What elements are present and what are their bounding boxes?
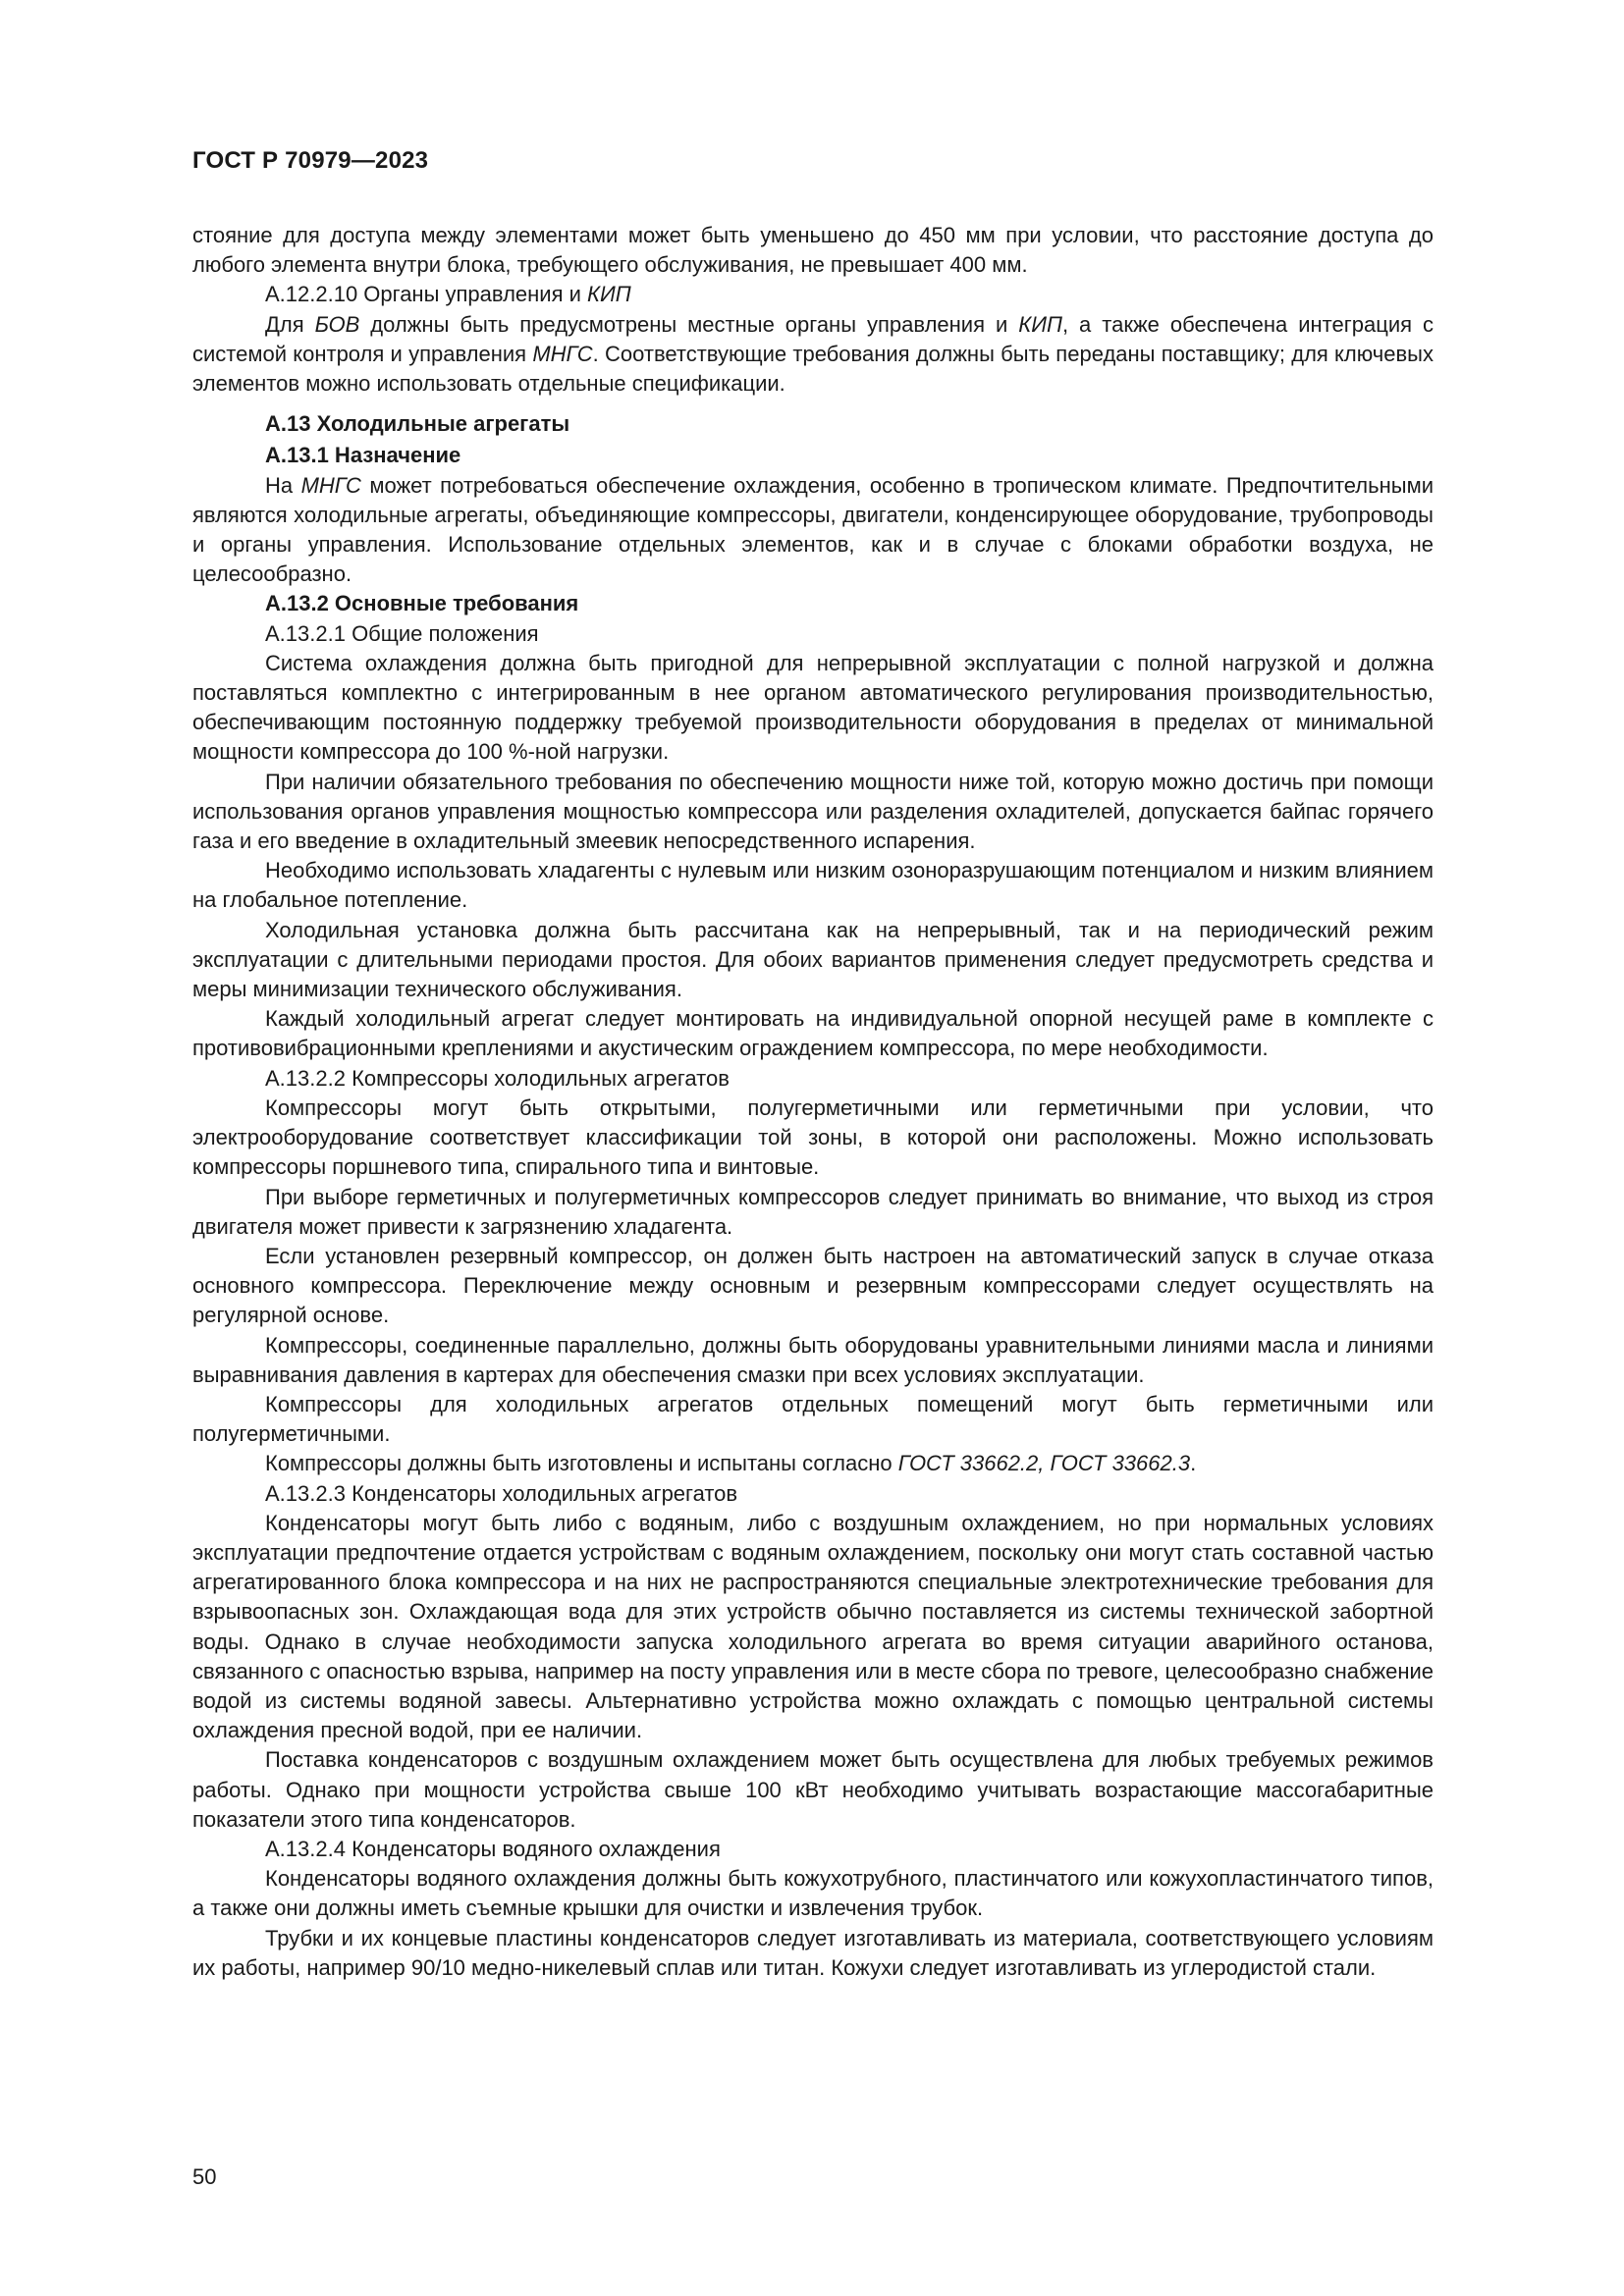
subsection-heading-a13-1: А.13.1 Назначение bbox=[265, 443, 461, 468]
paragraph: Система охлаждения должна быть пригодной для непрерывной эксплуатации с полной нагрузкой и должна поставляться комплектно с интегрированным в нее органом автоматического регулирования производительностью, обеспечивающим постоянную поддержку требуемой производительности оборудования в пределах от минимальной мощности компрессора до 100 %-ной нагрузки. bbox=[192, 650, 1434, 765]
document-header: ГОСТ Р 70979—2023 bbox=[192, 147, 429, 174]
paragraph: Холодильная установка должна быть рассчитана как на непрерывный, так и на периодический режим эксплуатации с длительными периодами простоя. Для обоих вариантов применения следует предусмотреть средства и меры минимизации технического обслуживания. bbox=[192, 917, 1434, 1002]
paragraph bbox=[192, 310, 1434, 400]
paragraph-continuation: стояние для доступа между элементами может быть уменьшено до 450 мм при условии, что расстояние доступа до любого элемента внутри блока, требующего обслуживания, не превышает 400 мм. bbox=[192, 223, 1434, 278]
subsection-heading-a13-2: А.13.2 Основные требования bbox=[265, 591, 579, 616]
abbrev-bov: БОВ bbox=[314, 311, 360, 337]
text-run: должны быть предусмотрены местные органы управления и bbox=[359, 311, 1019, 337]
abbrev-mngs: МНГС bbox=[532, 341, 593, 366]
paragraph: Компрессоры для холодильных агрегатов отдельных помещений могут быть герметичными или полугерметичными. bbox=[192, 1391, 1434, 1447]
paragraph: Трубки и их концевые пластины конденсаторов следует изготавливать из материала, соответствующего условиям их работы, например 90/10 медно-никелевый сплав или титан. Кожухи следует изготавливать из углеродистой стали. bbox=[192, 1925, 1434, 1980]
section-heading-a13: А.13 Холодильные агрегаты bbox=[265, 411, 570, 437]
paragraph bbox=[192, 471, 1434, 590]
clause-text: А.12.2.10 Органы управления и bbox=[265, 282, 588, 307]
paragraph bbox=[192, 1449, 1434, 1478]
page-number: 50 bbox=[192, 2164, 217, 2189]
clause-title: А.13.2.2 Компрессоры холодильных агрегатов bbox=[265, 1065, 730, 1091]
abbrev-kip: КИП bbox=[1018, 311, 1062, 337]
text-run: , а также обеспечена интеграция с системой контроля и управления bbox=[192, 311, 1435, 366]
paragraph: Если установлен резервный компрессор, он должен быть настроен на автоматический запуск в случае отказа основного компрессора. Переключение между основным и резервным компрессорами следует осуществлять на регулярной основе. bbox=[192, 1243, 1434, 1328]
text-run: . Соответствующие требования должны быть переданы поставщику; для ключевых элементов можно использовать отдельные спецификации. bbox=[192, 341, 1434, 397]
text-run: может потребоваться обеспечение охлаждения, особенно в тропическом климате. Предпочтительными являются холодильные агрегаты, объединяющие компрессоры, двигатели, конденсирующее оборудование, трубопроводы и органы управления. Использование отдельных элементов, как и в случае с блоками обработки воздуха, не целесообразно. bbox=[192, 472, 1434, 587]
paragraph: Необходимо использовать хладагенты с нулевым или низким озоноразрушающим потенциалом и низким влиянием на глобальное потепление. bbox=[192, 858, 1434, 913]
standard-reference: ГОСТ 33662.2, ГОСТ 33662.3 bbox=[897, 1451, 1191, 1476]
text-run: Компрессоры должны быть изготовлены и испытаны согласно bbox=[265, 1451, 898, 1476]
text-run: . bbox=[1190, 1451, 1197, 1476]
paragraph: При наличии обязательного требования по обеспечению мощности ниже той, которую можно достичь при помощи использования органов управления мощностью компрессора или разделения охладителей, допускается байпас горячего газа и его введение в охладительный змеевик непосредственного испарения. bbox=[192, 769, 1434, 854]
paragraph: Каждый холодильный агрегат следует монтировать на индивидуальной опорной несущей раме в комплекте с противовибрационными креплениями и акустическим ограждением компрессора, по мере необходимости. bbox=[192, 1006, 1434, 1061]
clause-title: А.13.2.3 Конденсаторы холодильных агрегатов bbox=[265, 1480, 738, 1506]
abbrev-mngs: МНГС bbox=[300, 472, 361, 498]
clause-title: А.13.2.4 Конденсаторы водяного охлаждения bbox=[265, 1836, 721, 1861]
clause-title: А.13.2.1 Общие положения bbox=[265, 620, 539, 646]
paragraph: Конденсаторы могут быть либо с водяным, либо с воздушным охлаждением, но при нормальных условиях эксплуатации предпочтение отдается устройствам с водяным охлаждением, поскольку они могут стать составной частью агрегатированного блока компрессора и на них не распространяются специальные электротехнические требования для взрывоопасных зон. Охлаждающая вода для этих устройств обычно поставляется из системы технической забортной воды. Однако в случае необходимости запуска холодильного агрегата во время ситуации аварийного останова, связанного с опасностью взрыва, например на посту управления или в месте сбора по тревоге, целесообразно снабжение водой из системы водяной завесы. Альтернативно устройства можно охлаждать с помощью центральной системы охлаждения пресной водой, при ее наличии. bbox=[192, 1510, 1434, 1743]
text-run: Для bbox=[265, 311, 315, 337]
document-body bbox=[192, 221, 1434, 1983]
clause-a-12-2-10-title bbox=[192, 280, 1434, 309]
abbrev-kip: КИП bbox=[587, 282, 631, 307]
paragraph: Конденсаторы водяного охлаждения должны быть кожухотрубного, пластинчатого или кожухопластинчатого типов, а также они должны иметь съемные крышки для очистки и извлечения трубок. bbox=[192, 1866, 1434, 1921]
paragraph: При выборе герметичных и полугерметичных компрессоров следует принимать во внимание, что выход из строя двигателя может привести к загрязнению хладагента. bbox=[192, 1184, 1434, 1239]
paragraph: Поставка конденсаторов с воздушным охлаждением может быть осуществлена для любых требуемых режимов работы. Однако при мощности устройства свыше 100 кВт необходимо учитывать возрастающие массогабаритные показатели этого типа конденсаторов. bbox=[192, 1747, 1434, 1832]
paragraph: Компрессоры могут быть открытыми, полугерметичными или герметичными при условии, что электрооборудование соответствует классификации той зоны, в которой они расположены. Можно использовать компрессоры поршневого типа, спирального типа и винтовые. bbox=[192, 1095, 1434, 1180]
text-run: На bbox=[265, 472, 301, 498]
paragraph: Компрессоры, соединенные параллельно, должны быть оборудованы уравнительными линиями масла и линиями выравнивания давления в картерах для обеспечения смазки при всех условиях эксплуатации. bbox=[192, 1332, 1434, 1387]
